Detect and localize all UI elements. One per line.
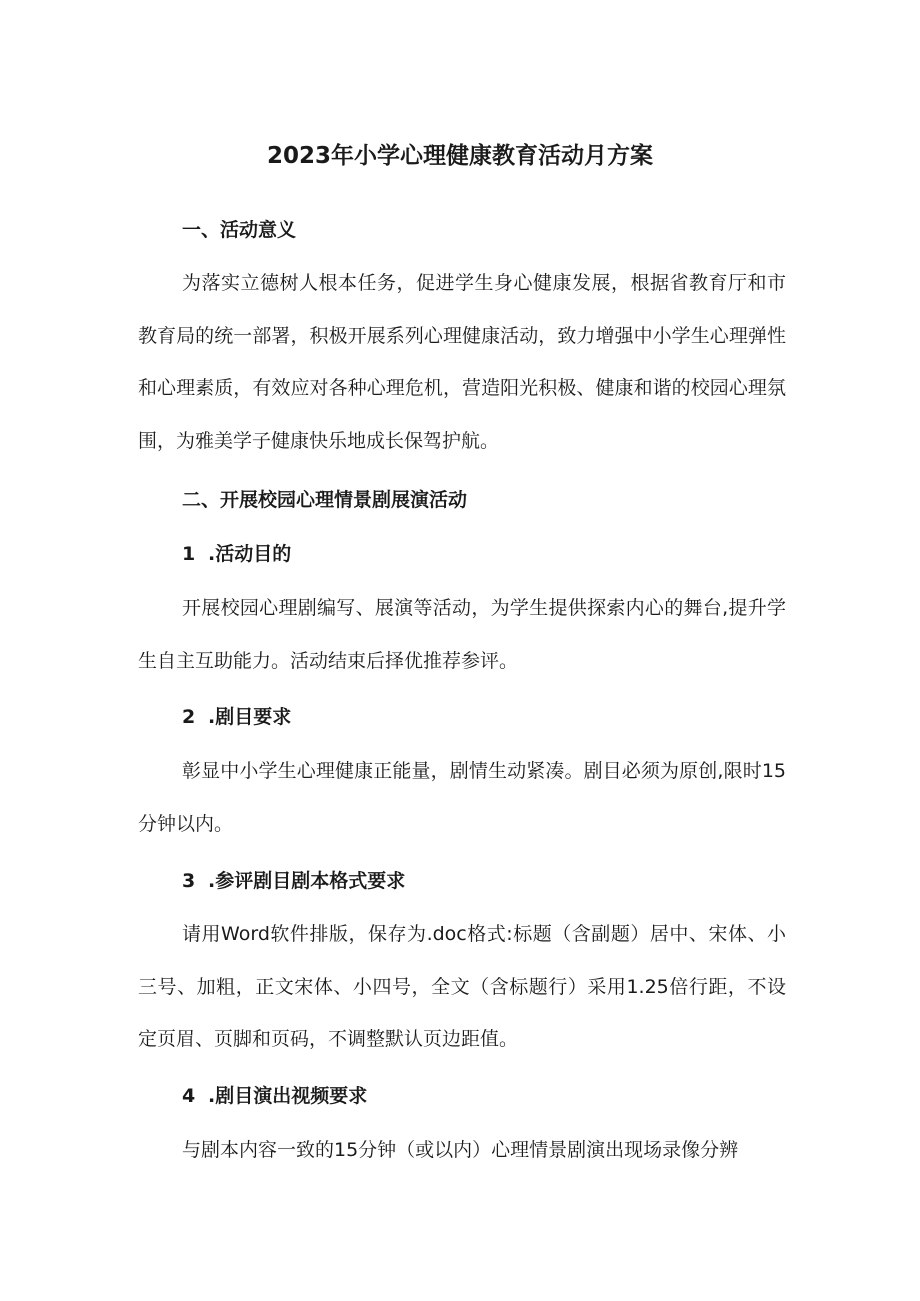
item-heading-1 bbox=[138, 539, 830, 569]
item-heading-2 bbox=[138, 702, 830, 732]
item-number: 2 bbox=[182, 706, 196, 728]
section-paragraph-1: 为落实立德树人根本任务，促进学生身心健康发展，根据省教育厅和市教育局的统一部署，积极开展系列心理健康活动，致力增强中小学生心理弹性和心理素质，有效应对各种心理危机，营造阳光积极、健康和谐的校园心理氛围，为雅美学子健康快乐地成长保驾护航。 bbox=[138, 272, 786, 452]
item-label: .剧目演出视频要求 bbox=[208, 1085, 368, 1107]
item-label: .活动目的 bbox=[208, 543, 292, 565]
item-label: .参评剧目剧本格式要求 bbox=[208, 870, 406, 892]
item-heading-3 bbox=[138, 866, 830, 896]
item-number: 4 bbox=[182, 1085, 196, 1107]
section-heading-1: 一、活动意义 bbox=[182, 219, 297, 241]
item-number: 1 bbox=[182, 543, 196, 565]
item-number: 3 bbox=[182, 870, 196, 892]
document-title: 2023年小学心理健康教育活动月方案 bbox=[266, 143, 653, 169]
section-heading-2: 二、开展校园心理情景剧展演活动 bbox=[182, 489, 468, 511]
item-label: .剧目要求 bbox=[208, 706, 292, 728]
item-paragraph-4: 与剧本内容一致的15分钟（或以内）心理情景剧演出现场录像分辨 bbox=[182, 1139, 739, 1161]
item-paragraph-1: 开展校园心理剧编写、展演等活动，为学生提供探索内心的舞台,提升学生自主互助能力。活动结束后择优推荐参评。 bbox=[138, 597, 786, 672]
item-paragraph-2: 彰显中小学生心理健康正能量，剧情生动紧凑。剧目必须为原创,限时15分钟以内。 bbox=[138, 760, 786, 835]
item-paragraph-3: 请用Word软件排版，保存为.doc格式:标题（含副题）居中、宋体、小三号、加粗，正文宋体、小四号，全文（含标题行）采用1.25倍行距，不设定页眉、页脚和页码，不调整默认页边距值。 bbox=[138, 923, 786, 1050]
item-heading-4 bbox=[138, 1081, 830, 1111]
